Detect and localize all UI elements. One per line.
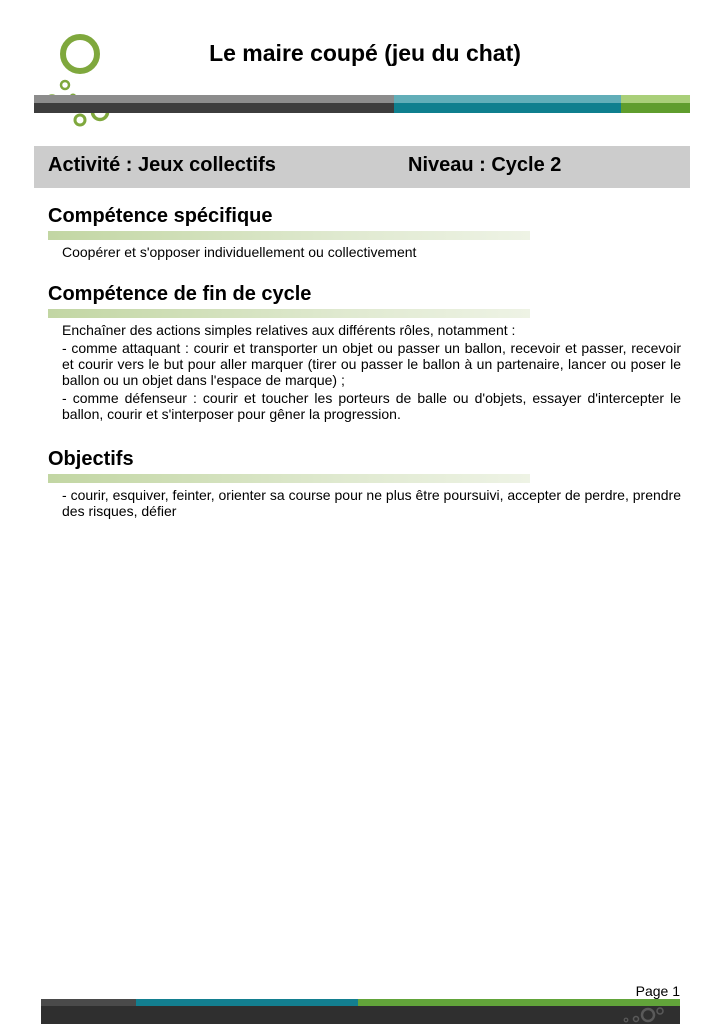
section-specific-competence bbox=[48, 204, 688, 262]
paragraph: - comme attaquant : courir et transporter un objet ou passer un ballon, recevoir et passer, recevoir et courir vers le but pour aller marquer (tirer ou passer le ballon à un partenaire, lancer ou poser le ballon ou un objet dans l'espace de marque) ; bbox=[62, 340, 681, 388]
page-number: Page 1 bbox=[635, 983, 680, 999]
activity-band bbox=[34, 146, 690, 188]
section-rule bbox=[48, 231, 530, 240]
section-rule bbox=[48, 474, 530, 483]
level-label: Niveau : Cycle 2 bbox=[408, 154, 562, 176]
section-end-of-cycle-competence bbox=[48, 282, 688, 424]
paragraph: - comme défenseur : courir et toucher les porteurs de balle ou d'objets, essayer d'intercepter le ballon, courir et s'interposer pour gêner la progression. bbox=[62, 390, 681, 422]
section-body bbox=[62, 322, 681, 422]
section-objectives bbox=[48, 447, 688, 521]
section-heading: Compétence spécifique bbox=[48, 205, 273, 227]
section-heading: Objectifs bbox=[48, 448, 134, 470]
paragraph: Coopérer et s'opposer individuellement ou collectivement bbox=[62, 244, 417, 260]
footer-circles-mark-icon bbox=[610, 1003, 670, 1023]
section-rule bbox=[48, 309, 530, 318]
footer-color-bar bbox=[41, 999, 680, 1024]
paragraph: Enchaîner des actions simples relatives aux différents rôles, notamment : bbox=[62, 322, 516, 338]
section-heading: Compétence de fin de cycle bbox=[48, 283, 312, 305]
paragraph: - courir, esquiver, feinter, orienter sa course pour ne plus être poursuivi, accepter de perdre, prendre des risques, défier bbox=[62, 487, 681, 519]
document-title: Le maire coupé (jeu du chat) bbox=[209, 40, 521, 66]
section-body bbox=[62, 244, 681, 260]
activity-label: Activité : Jeux collectifs bbox=[48, 154, 276, 176]
green-circles-logo-icon bbox=[40, 30, 120, 130]
section-body bbox=[62, 487, 681, 519]
header-color-bar bbox=[34, 95, 690, 113]
